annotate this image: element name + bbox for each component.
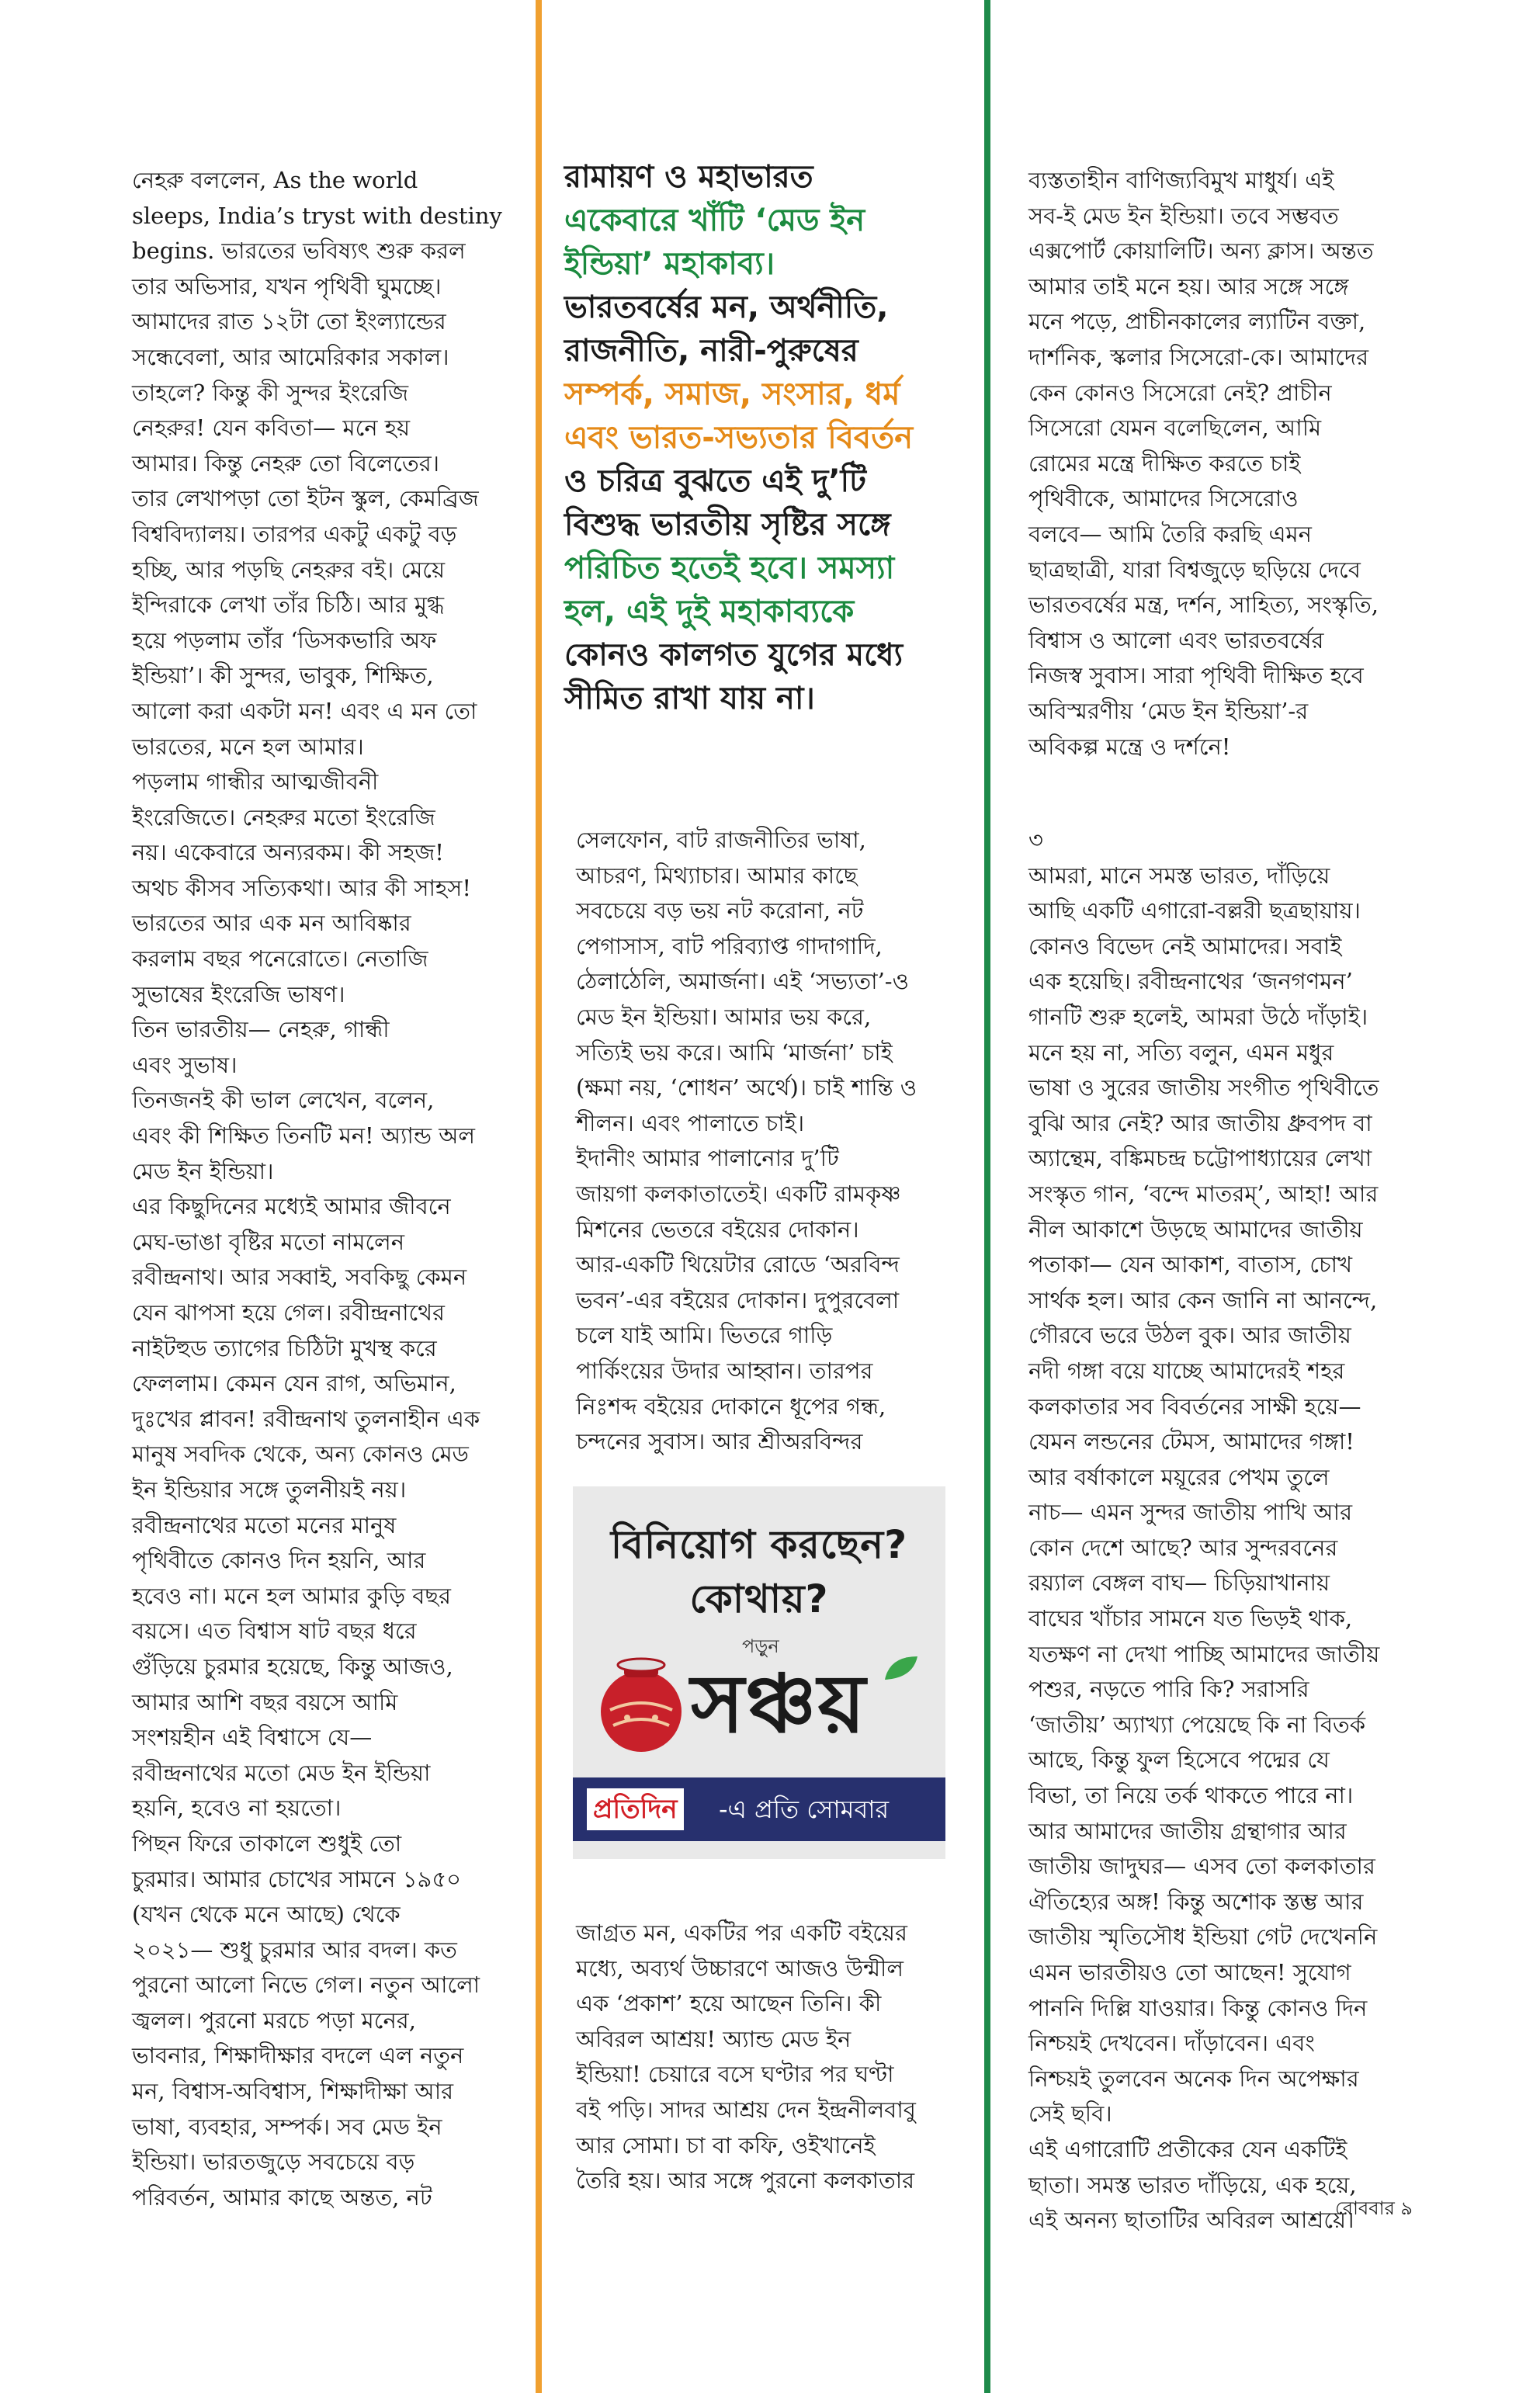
pull-quote-line: সম্পর্ক, সমাজ, সংসার, ধর্ম: [564, 376, 900, 412]
page-folio: রোববার ৯: [1335, 2197, 1413, 2219]
text-line: ভাবনার, শিক্ষাদীক্ষার বদলে এল নতুন: [132, 2042, 464, 2069]
sanchay-advertisement[interactable]: [573, 1486, 945, 1859]
text-line: গুঁড়িয়ে চুরমার হয়েছে, কিন্তু আজও,: [132, 1653, 453, 1680]
text-line: আচরণ, মিথ্যাচার। আমার কাছে: [576, 862, 858, 889]
orange-column-rule: [536, 0, 542, 2393]
text-line: ছাত্রছাত্রী, যারা বিশ্বজুড়ে ছড়িয়ে দেবে: [1028, 556, 1361, 583]
text-line: পরিবর্তন, আমার কাছে অন্তত, নট: [132, 2183, 432, 2211]
text-line: এক ‘প্রকাশ’ হয়ে আছেন তিনি। কী: [576, 1990, 882, 2017]
text-line: অবিরল আশ্রয়! অ্যান্ড মেড ইন: [576, 2025, 852, 2052]
text-line: যেমন লন্ডনের টেমস, আমাদের গঙ্গা!: [1028, 1428, 1354, 1455]
text-line: হয়ে পড়লাম তাঁর ‘ডিসকভারি অফ: [132, 626, 437, 654]
text-line: নয়। একেবারে অন্যরকম। কী সহজ!: [132, 839, 444, 866]
text-line: ইন্দিরাকে লেখা তাঁর চিঠি। আর মুগ্ধ: [132, 591, 445, 619]
text-line: রয়্যাল বেঙ্গল বাঘ— চিড়িয়াখানায়: [1028, 1569, 1330, 1597]
text-line: অবিস্মরণীয় ‘মেড ইন ইন্ডিয়া’-র: [1028, 697, 1309, 724]
text-line: ভারতের, মনে হল আমার।: [132, 733, 364, 760]
text-line: পড়লাম গান্ধীর আত্মজীবনী: [132, 768, 379, 796]
text-line: রবীন্দ্রনাথ। আর সব্বাই, সবকিছু কেমন: [132, 1264, 467, 1291]
text-line: নিশ্চয়ই দেখবেন। দাঁড়াবেন। এবং: [1028, 2030, 1315, 2057]
savings-pot-icon: [595, 1642, 688, 1758]
article-column-2-top: [576, 823, 941, 1460]
text-line: তাহলে? কিন্তু কী সুন্দর ইংরেজি: [132, 379, 409, 406]
text-line: যেন ঝাপসা হয়ে গেল। রবীন্দ্রনাথের: [132, 1299, 445, 1326]
text-line: মেড ইন ইন্ডিয়া।: [132, 1157, 274, 1184]
text-line: আমরা, মানে সমস্ত ভারত, দাঁড়িয়ে: [1028, 862, 1330, 889]
text-line: (ক্ষমা নয়, ‘শোধন’ অর্থে)। চাই শান্তি ও: [576, 1074, 917, 1101]
text-line: করলাম বছর পনেরোতে। নেতাজি: [132, 945, 428, 973]
text-line: আর-একটি থিয়েটার রোডে ‘অরবিন্দ: [576, 1251, 900, 1278]
text-line: ঐতিহ্যের অঙ্গ! কিন্তু অশোক স্তম্ভ আর: [1028, 1888, 1364, 1915]
text-line: আলো করা একটা মন! এবং এ মন তো: [132, 697, 477, 724]
text-line: ইন্ডিয়া’। কী সুন্দর, ভাবুক, শিক্ষিত,: [132, 662, 434, 689]
green-column-rule: [984, 0, 990, 2393]
text-line: গানটি শুরু হলেই, আমরা উঠে দাঁড়াই।: [1028, 1003, 1368, 1030]
text-line: সুভাষের ইংরেজি ভাষণ।: [132, 980, 345, 1007]
text-line: মধ্যে, অব্যর্থ উচ্চারণে আজও উন্মীল: [576, 1954, 904, 1982]
text-line: তৈরি হয়। আর সঙ্গে পুরনো কলকাতার: [576, 2167, 915, 2194]
text-line: পার্কিংয়ের উদার আহ্বান। তারপর: [576, 1357, 873, 1384]
ad-schedule-text: -এ প্রতি সোমবার: [719, 1795, 890, 1824]
text-line: সার্থক হল। আর কেন জানি না আনন্দে,: [1028, 1286, 1378, 1313]
text-line: সব-ই মেড ইন ইন্ডিয়া। তবে সম্ভবত: [1028, 202, 1339, 229]
text-line: পৃথিবীকে, আমাদের সিসেরোও: [1028, 485, 1299, 512]
text-line: এমন ভারতীয়ও তো আছেন! সুযোগ: [1028, 1959, 1351, 1985]
text-line: বুঝি আর নেই? আর জাতীয় ধ্রুবপদ বা: [1028, 1109, 1372, 1136]
text-line: পুরনো আলো নিভে গেল। নতুন আলো: [132, 1972, 480, 1999]
text-line: ভারতের আর এক মন আবিষ্কার: [132, 910, 411, 937]
text-line: এবং সুভাষ।: [132, 1051, 238, 1078]
text-line: ‘জাতীয়’ অ্যাখ্যা পেয়েছে কি না বিতর্ক: [1028, 1711, 1366, 1738]
text-line: জায়গা কলকাতাতেই। একটি রামকৃষ্ণ: [576, 1180, 901, 1207]
text-line: এক্সপোর্ট কোয়ালিটি। অন্য ক্লাস। অন্তত: [1028, 238, 1374, 265]
text-line: পেগাসাস, বাট পরিব্যাপ্ত গাদাগাদি,: [576, 932, 883, 959]
text-line: হয়নি, হবেও না হয়তো।: [132, 1795, 342, 1822]
text-line: ইংরেজিতে। নেহরুর মতো ইংরেজি: [132, 803, 435, 831]
sanchay-logo-text: সঞ্চয়: [691, 1656, 867, 1751]
text-line: নাইটহুড ত্যাগের চিঠিটা মুখস্থ করে: [132, 1334, 437, 1361]
text-line: এই এগারোটি প্রতীকের যেন একটিই: [1028, 2135, 1348, 2162]
text-line: যতক্ষণ না দেখা পাচ্ছি আমাদের জাতীয়: [1028, 1640, 1380, 1667]
article-column-3-bottom: [1028, 823, 1409, 2239]
pull-quote-line: ভারতবর্ষের মন, অর্থনীতি,: [564, 290, 889, 325]
text-line: নেহরু বললেন, As the world: [132, 167, 418, 193]
text-line: নিশ্চয়ই তুলবেন অনেক দিন অপেক্ষার: [1028, 2065, 1359, 2092]
text-line: পশুর, নড়তে পারি কি? সরাসরি: [1028, 1676, 1309, 1703]
pull-quote: [564, 155, 952, 720]
text-line: sleeps, India’s tryst with destiny: [132, 202, 502, 229]
text-line: এক হয়েছি। রবীন্দ্রনাথের ‘জনগণমন’: [1028, 968, 1353, 995]
text-line: ইদানীং আমার পালানোর দু’টি: [576, 1145, 839, 1172]
pot-body: [601, 1671, 682, 1752]
ad-read-label: পড়ুন: [742, 1635, 779, 1657]
text-line: কলকাতার সব বিবর্তনের সাক্ষী হয়ে—: [1028, 1392, 1361, 1420]
text-line: আর সোমা। চা বা কফি, ওইখানেই: [576, 2131, 876, 2159]
pull-quote-line: কোনও কালগত যুগের মধ্যে: [564, 637, 904, 673]
pull-quote-line: সীমিত রাখা যায় না।: [564, 681, 815, 716]
text-line: পৃথিবীতে কোনও দিন হয়নি, আর: [132, 1547, 426, 1574]
text-line: সেলফোন, বাট রাজনীতির ভাষা,: [576, 827, 866, 853]
text-line: ইন্ডিয়া। ভারতজুড়ে সবচেয়ে বড়: [132, 2148, 415, 2176]
text-line: বয়সে। এত বিশ্বাস ষাট বছর ধরে: [132, 1618, 417, 1645]
text-line: রবীন্দ্রনাথের মতো মেড ইন ইন্ডিয়া: [132, 1759, 431, 1786]
text-line: জাতীয় স্মৃতিসৌধ ইন্ডিয়া গেট দেখেননি: [1028, 1923, 1378, 1951]
text-line: নদী গঙ্গা বয়ে যাচ্ছে আমাদেরই শহর: [1028, 1357, 1345, 1384]
text-line: আর বর্ষাকালে ময়ূরের পেখম তুলে: [1028, 1463, 1330, 1490]
text-line: ভাষা, ব্যবহার, সম্পর্ক। সব মেড ইন: [132, 2113, 442, 2140]
text-line: বিভা, তা নিয়ে তর্ক থাকতে পারে না।: [1028, 1782, 1354, 1809]
pull-quote-line: বিশুদ্ধ ভারতীয় সৃষ্টির সঙ্গে: [564, 507, 891, 543]
article-column-1: [132, 163, 502, 2215]
text-line: begins. ভারতের ভবিষ্যৎ শুরু করল: [132, 238, 466, 265]
text-line: হচ্ছি, আর পড়ছি নেহরুর বই। মেয়ে: [132, 556, 446, 583]
text-line: আমাদের রাত ১২টা তো ইংল্যান্ডের: [132, 308, 446, 335]
text-line: বই পড়ি। সাদর আশ্রয় দেন ইন্দ্রনীলবাবু: [576, 2096, 916, 2123]
text-line: মিশনের ভেতরে বইয়ের দোকান।: [576, 1216, 859, 1243]
pull-quote-line: একেবারে খাঁটি ‘মেড ইন: [564, 203, 865, 238]
text-line: বিশ্ববিদ্যালয়। তারপর একটু একটু বড়: [132, 520, 457, 547]
text-line: আছে, কিন্তু ফুল হিসেবে পদ্মের যে: [1028, 1746, 1330, 1774]
text-line: জাগ্রত মন, একটির পর একটি বইয়ের: [576, 1920, 907, 1946]
ad-bottom-strip: [573, 1777, 945, 1841]
leaf-shape: [885, 1656, 917, 1680]
text-line: বাঘের খাঁচার সামনে যত ভিড়ই থাক,: [1028, 1605, 1353, 1632]
text-line: ভারতবর্ষের মন্ত্র, দর্শন, সাহিত্য, সংস্কৃতি,: [1028, 591, 1379, 619]
text-line: আমার তাই মনে হয়। আর সঙ্গে সঙ্গে: [1028, 272, 1349, 300]
text-line: রোমের মন্ত্রে দীক্ষিত করতে চাই: [1028, 449, 1301, 477]
text-line: আমার আশি বছর বয়সে আমি: [132, 1688, 398, 1715]
text-line: তার লেখাপড়া তো ইটন স্কুল, কেমব্রিজ: [132, 485, 479, 512]
text-line: সবচেয়ে বড় ভয় নট করোনা, নট: [576, 897, 864, 924]
text-line: ব্যস্ততাহীন বাণিজ্যবিমুখ মাধুর্য। এই: [1028, 167, 1334, 193]
text-line: কোন দেশে আছে? আর সুন্দরবনের: [1028, 1534, 1338, 1561]
text-line: মনে পড়ে, প্রাচীনকালের ল্যাটিন বক্তা,: [1028, 308, 1366, 335]
column-3-bottom-text: [1028, 858, 1409, 2239]
article-column-3-top: [1028, 163, 1409, 765]
text-line: তিনজনই কী ভাল লেখেন, বলেন,: [132, 1087, 435, 1114]
pull-quote-line: হল, এই দুই মহাকাব্যকে: [564, 594, 855, 629]
article-column-2-bottom: [576, 1916, 941, 2199]
leaf-icon: [882, 1653, 921, 1684]
text-line: সংস্কৃত গান, ‘বন্দে মাতরম্’, আহা! আর: [1028, 1180, 1379, 1207]
pull-quote-line: রাজনীতি, নারী-পুরুষের: [564, 333, 858, 369]
text-line: পতাকা— যেন আকাশ, বাতাস, চোখ: [1028, 1251, 1353, 1278]
text-line: মনে হয় না, সত্যি বলুন, এমন মধুর: [1028, 1039, 1334, 1066]
text-line: নিজস্ব সুবাস। সারা পৃথিবী দীক্ষিত হবে: [1028, 662, 1364, 689]
text-line: তিন ভারতীয়— নেহরু, গান্ধী: [132, 1016, 390, 1043]
text-line: ২০২১— শুধু চুরমার আর বদল। কত: [132, 1936, 457, 1963]
text-line: ফেললাম। কেমন যেন রাগ, অভিমান,: [132, 1370, 456, 1397]
text-line: ঠেলাঠেলি, অমার্জনা। এই ‘সভ্যতা’-ও: [576, 968, 909, 995]
text-line: ছাতা। সমস্ত ভারত দাঁড়িয়ে, এক হয়ে,: [1028, 2171, 1357, 2198]
text-line: অথচ কীসব সত্যিকথা। আর কী সাহস!: [132, 874, 471, 901]
text-line: কেন কোনও সিসেরো নেই? প্রাচীন: [1028, 379, 1332, 406]
text-line: নেহরুর! যেন কবিতা— মনে হয়: [132, 414, 411, 442]
text-line: চন্দনের সুবাস। আর শ্রীঅরবিন্দর: [576, 1428, 863, 1455]
text-line: সেই ছবি।: [1028, 2100, 1112, 2128]
text-line: চলে যাই আমি। ভিতরে গাড়ি: [576, 1322, 833, 1349]
text-line: গৌরবে ভরে উঠল বুক। আর জাতীয়: [1028, 1322, 1351, 1349]
pot-dot-left: [624, 1715, 630, 1721]
text-line: ইন ইন্ডিয়ার সঙ্গে তুলনীয়ই নয়।: [132, 1476, 407, 1503]
text-line: কোনও বিভেদ নেই আমাদের। সবাই: [1028, 932, 1342, 959]
text-line: দুঃখের প্লাবন! রবীন্দ্রনাথ তুলনাহীন এক: [132, 1405, 480, 1432]
text-line: এই অনন্য ছাতাটির অবিরল আশ্রয়ে।: [1028, 2207, 1354, 2234]
text-line: আমার। কিন্তু নেহরু তো বিলেতের।: [132, 449, 440, 477]
pull-quote-line: এবং ভারত-সভ্যতার বিবর্তন: [564, 420, 914, 456]
text-line: জাতীয় জাদুঘর— এসব তো কলকাতার: [1028, 1853, 1375, 1880]
text-line: বলবে— আমি তৈরি করছি এমন: [1028, 520, 1312, 547]
text-line: এর কিছুদিনের মধ্যেই আমার জীবনে: [132, 1193, 451, 1220]
text-line: সিসেরো যেমন বলেছিলেন, আমি: [1028, 414, 1322, 442]
text-line: আর আমাদের জাতীয় গ্রন্থাগার আর: [1028, 1817, 1347, 1844]
text-line: মেঘ-ভাঙা বৃষ্টির মতো নামলেন: [132, 1228, 405, 1255]
text-line: নিঃশব্দ বইয়ের দোকানে ধূপের গন্ধ,: [576, 1392, 886, 1420]
text-line: মন, বিশ্বাস-অবিশ্বাস, শিক্ষাদীক্ষা আর: [132, 2078, 454, 2105]
text-line: ভাষা ও সুরের জাতীয় সংগীত পৃথিবীতে: [1028, 1074, 1379, 1101]
text-line: মানুষ সবদিক থেকে, অন্য কোনও মেড: [132, 1441, 469, 1468]
text-line: (যখন থেকে মনে আছে) থেকে: [132, 1901, 401, 1928]
ad-headline-line-1: বিনিয়োগ করছেন?: [610, 1522, 908, 1567]
text-line: জ্বলল। পুরনো মরচে পড়া মনের,: [132, 2006, 416, 2034]
pull-quote-line: রামায়ণ ও মহাভারত: [564, 159, 813, 195]
text-line: ইন্ডিয়া! চেয়ারে বসে ঘণ্টার পর ঘণ্টা: [576, 2061, 894, 2088]
ad-headline-line-2: কোথায়?: [689, 1576, 829, 1621]
text-line: হবেও না। মনে হল আমার কুড়ি বছর: [132, 1582, 451, 1609]
text-line: তার অভিসার, যখন পৃথিবী ঘুমচ্ছে।: [132, 272, 442, 300]
text-line: অবিকল্প মন্ত্রে ও দর্শনে!: [1028, 733, 1231, 760]
text-line: চুরমার। আমার চোখের সামনে ১৯৫০: [132, 1865, 462, 1892]
text-line: নাচ— এমন সুন্দর জাতীয় পাখি আর: [1028, 1499, 1353, 1526]
text-line: নীল আকাশে উড়ছে আমাদের জাতীয়: [1028, 1216, 1363, 1243]
pull-quote-line: পরিচিত হতেই হবে। সমস্যা: [564, 550, 895, 586]
text-line: পিছন ফিরে তাকালে শুধুই তো: [132, 1829, 402, 1857]
text-line: সত্যিই ভয় করে। আমি ‘মার্জনা’ চাই: [576, 1039, 893, 1066]
text-line: পাননি দিল্লি যাওয়ার। কিন্তু কোনও দিন: [1028, 1994, 1368, 2021]
text-line: সন্ধেবেলা, আর আমেরিকার সকাল।: [132, 343, 449, 370]
text-line: রবীন্দ্রনাথের মতো মনের মানুষ: [132, 1511, 397, 1538]
pot-dot-right: [652, 1715, 658, 1721]
text-line: ভবন’-এর বইয়ের দোকান। দুপুরবেলা: [576, 1286, 900, 1313]
text-line: শীলন। এবং পালাতে চাই।: [576, 1109, 805, 1136]
pull-quote-line: ইন্ডিয়া’ মহাকাব্য।: [564, 246, 775, 282]
text-line: আছি একটি এগারো-বল্লরী ছত্রছায়ায়।: [1028, 897, 1361, 924]
pot-rim: [618, 1659, 664, 1671]
text-line: মেড ইন ইন্ডিয়া। আমার ভয় করে,: [576, 1003, 872, 1030]
text-line: বিশ্বাস ও আলো এবং ভারতবর্ষের: [1028, 626, 1324, 654]
section-number: ৩: [1028, 827, 1043, 853]
text-line: সংশয়হীন এই বিশ্বাসে যে—: [132, 1724, 373, 1751]
pratidin-brand: প্রতিদিন: [587, 1788, 684, 1830]
text-line: অ্যান্থেম, বঙ্কিমচন্দ্র চট্টোপাধ্যায়ের লেখা: [1028, 1145, 1372, 1172]
text-line: এবং কী শিক্ষিত তিনটি মন! অ্যান্ড অল: [132, 1122, 475, 1150]
text-line: দার্শনিক, স্কলার সিসেরো-কে। আমাদের: [1028, 343, 1369, 370]
pull-quote-line: ও চরিত্র বুঝতে এই দু’টি: [564, 463, 866, 499]
